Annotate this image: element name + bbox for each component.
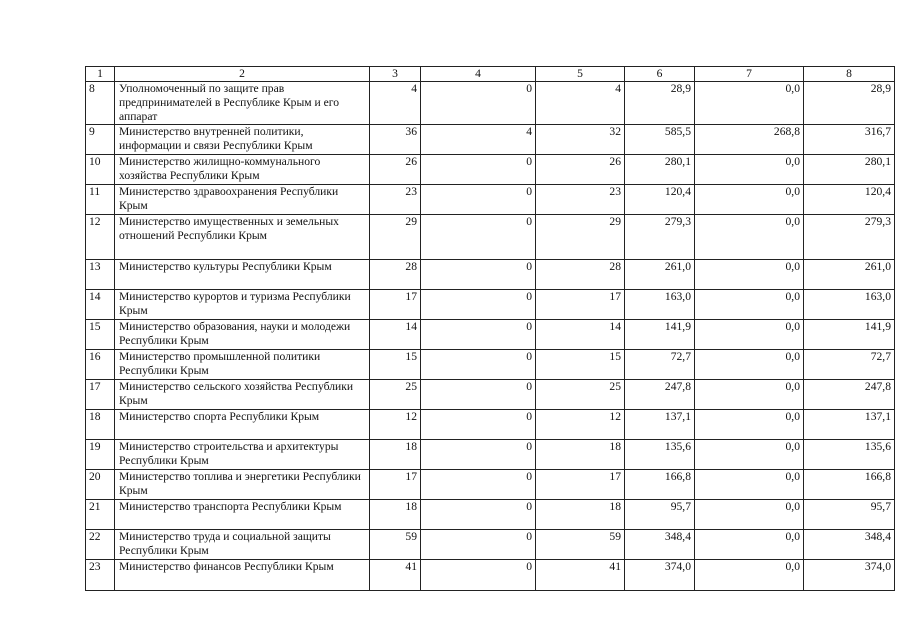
col8-value-cell: 316,7 [804, 125, 895, 155]
row-number-cell: 23 [86, 560, 115, 591]
col5-value-cell: 25 [536, 380, 625, 410]
col8-value-cell: 279,3 [804, 215, 895, 260]
row-number-cell: 13 [86, 260, 115, 290]
col7-value-cell: 0,0 [695, 470, 804, 500]
col7-value-cell: 268,8 [695, 125, 804, 155]
organization-name-cell: Министерство спорта Республики Крым [115, 410, 370, 440]
organization-name-cell: Уполномоченный по защите прав предпринимателей в Республике Крым и его аппарат [115, 82, 370, 125]
col7-value-cell: 0,0 [695, 530, 804, 560]
col6-value-cell: 137,1 [625, 410, 695, 440]
col8-value-cell: 141,9 [804, 320, 895, 350]
col7-value-cell: 0,0 [695, 440, 804, 470]
organization-name-cell: Министерство промышленной политики Республики Крым [115, 350, 370, 380]
col6-value-cell: 279,3 [625, 215, 695, 260]
organization-name-cell: Министерство курортов и туризма Республики Крым [115, 290, 370, 320]
col4-value-cell: 0 [421, 530, 536, 560]
col7-value-cell: 0,0 [695, 155, 804, 185]
col6-value-cell: 95,7 [625, 500, 695, 530]
col4-value-cell: 0 [421, 320, 536, 350]
col5-value-cell: 15 [536, 350, 625, 380]
col4-value-cell: 0 [421, 82, 536, 125]
table-row [86, 320, 895, 350]
col3-value-cell: 17 [370, 290, 421, 320]
col4-value-cell: 0 [421, 410, 536, 440]
col5-value-cell: 28 [536, 260, 625, 290]
col4-value-cell: 0 [421, 260, 536, 290]
col5-value-cell: 17 [536, 290, 625, 320]
col6-value-cell: 374,0 [625, 560, 695, 591]
col7-value-cell: 0,0 [695, 290, 804, 320]
col4-value-cell: 0 [421, 290, 536, 320]
col4-value-cell: 0 [421, 440, 536, 470]
col4-value-cell: 0 [421, 470, 536, 500]
col7-value-cell: 0,0 [695, 410, 804, 440]
header-cell: 1 [86, 67, 115, 82]
row-number-cell: 21 [86, 500, 115, 530]
col7-value-cell: 0,0 [695, 320, 804, 350]
col5-value-cell: 17 [536, 470, 625, 500]
header-cell: 2 [115, 67, 370, 82]
col5-value-cell: 41 [536, 560, 625, 591]
table-row [86, 290, 895, 320]
table-row [86, 560, 895, 591]
row-number-cell: 10 [86, 155, 115, 185]
organization-name-cell: Министерство внутренней политики, информации и связи Республики Крым [115, 125, 370, 155]
organization-name-cell: Министерство строительства и архитектуры Республики Крым [115, 440, 370, 470]
col8-value-cell: 137,1 [804, 410, 895, 440]
col5-value-cell: 18 [536, 500, 625, 530]
table-row [86, 185, 895, 215]
header-cell: 4 [421, 67, 536, 82]
col6-value-cell: 141,9 [625, 320, 695, 350]
col3-value-cell: 26 [370, 155, 421, 185]
col7-value-cell: 0,0 [695, 260, 804, 290]
col8-value-cell: 348,4 [804, 530, 895, 560]
col8-value-cell: 166,8 [804, 470, 895, 500]
col5-value-cell: 12 [536, 410, 625, 440]
row-number-cell: 11 [86, 185, 115, 215]
col6-value-cell: 166,8 [625, 470, 695, 500]
col3-value-cell: 12 [370, 410, 421, 440]
table-row [86, 350, 895, 380]
organization-name-cell: Министерство культуры Республики Крым [115, 260, 370, 290]
col3-value-cell: 59 [370, 530, 421, 560]
col3-value-cell: 29 [370, 215, 421, 260]
header-cell: 5 [536, 67, 625, 82]
col5-value-cell: 32 [536, 125, 625, 155]
col5-value-cell: 59 [536, 530, 625, 560]
organization-name-cell: Министерство финансов Республики Крым [115, 560, 370, 591]
row-number-cell: 14 [86, 290, 115, 320]
col4-value-cell: 0 [421, 350, 536, 380]
col4-value-cell: 0 [421, 215, 536, 260]
col8-value-cell: 135,6 [804, 440, 895, 470]
col3-value-cell: 25 [370, 380, 421, 410]
header-row [86, 67, 895, 82]
row-number-cell: 19 [86, 440, 115, 470]
table-row [86, 440, 895, 470]
col3-value-cell: 41 [370, 560, 421, 591]
col6-value-cell: 72,7 [625, 350, 695, 380]
col8-value-cell: 163,0 [804, 290, 895, 320]
col6-value-cell: 247,8 [625, 380, 695, 410]
col3-value-cell: 15 [370, 350, 421, 380]
col6-value-cell: 163,0 [625, 290, 695, 320]
organization-name-cell: Министерство здравоохранения Республики Крым [115, 185, 370, 215]
table-body [86, 67, 895, 591]
col3-value-cell: 18 [370, 440, 421, 470]
table-row [86, 410, 895, 440]
organization-name-cell: Министерство топлива и энергетики Республики Крым [115, 470, 370, 500]
col6-value-cell: 135,6 [625, 440, 695, 470]
col4-value-cell: 0 [421, 185, 536, 215]
col7-value-cell: 0,0 [695, 380, 804, 410]
col4-value-cell: 4 [421, 125, 536, 155]
col7-value-cell: 0,0 [695, 560, 804, 591]
organization-name-cell: Министерство транспорта Республики Крым [115, 500, 370, 530]
organization-name-cell: Министерство жилищно-коммунального хозяйства Республики Крым [115, 155, 370, 185]
col4-value-cell: 0 [421, 155, 536, 185]
col6-value-cell: 280,1 [625, 155, 695, 185]
col4-value-cell: 0 [421, 560, 536, 591]
organization-name-cell: Министерство труда и социальной защиты Республики Крым [115, 530, 370, 560]
table-row [86, 260, 895, 290]
col8-value-cell: 28,9 [804, 82, 895, 125]
row-number-cell: 15 [86, 320, 115, 350]
organization-name-cell: Министерство имущественных и земельных отношений Республики Крым [115, 215, 370, 260]
col3-value-cell: 36 [370, 125, 421, 155]
organization-name-cell: Министерство образования, науки и молодежи Республики Крым [115, 320, 370, 350]
col5-value-cell: 18 [536, 440, 625, 470]
table-row [86, 155, 895, 185]
table-row [86, 215, 895, 260]
col8-value-cell: 72,7 [804, 350, 895, 380]
table-row [86, 82, 895, 125]
col5-value-cell: 23 [536, 185, 625, 215]
col8-value-cell: 120,4 [804, 185, 895, 215]
row-number-cell: 17 [86, 380, 115, 410]
header-cell: 6 [625, 67, 695, 82]
col5-value-cell: 29 [536, 215, 625, 260]
col8-value-cell: 261,0 [804, 260, 895, 290]
col7-value-cell: 0,0 [695, 350, 804, 380]
col3-value-cell: 18 [370, 500, 421, 530]
col6-value-cell: 120,4 [625, 185, 695, 215]
table-row [86, 470, 895, 500]
col3-value-cell: 28 [370, 260, 421, 290]
table-row [86, 125, 895, 155]
col5-value-cell: 4 [536, 82, 625, 125]
organization-name-cell: Министерство сельского хозяйства Республики Крым [115, 380, 370, 410]
col6-value-cell: 261,0 [625, 260, 695, 290]
header-cell: 8 [804, 67, 895, 82]
data-table [85, 66, 895, 591]
col8-value-cell: 95,7 [804, 500, 895, 530]
col8-value-cell: 247,8 [804, 380, 895, 410]
col8-value-cell: 280,1 [804, 155, 895, 185]
col3-value-cell: 17 [370, 470, 421, 500]
table-row [86, 500, 895, 530]
col7-value-cell: 0,0 [695, 185, 804, 215]
col4-value-cell: 0 [421, 500, 536, 530]
table-row [86, 380, 895, 410]
row-number-cell: 8 [86, 82, 115, 125]
row-number-cell: 12 [86, 215, 115, 260]
header-cell: 3 [370, 67, 421, 82]
col3-value-cell: 14 [370, 320, 421, 350]
col8-value-cell: 374,0 [804, 560, 895, 591]
row-number-cell: 20 [86, 470, 115, 500]
row-number-cell: 16 [86, 350, 115, 380]
col3-value-cell: 23 [370, 185, 421, 215]
col4-value-cell: 0 [421, 380, 536, 410]
row-number-cell: 9 [86, 125, 115, 155]
col7-value-cell: 0,0 [695, 500, 804, 530]
col5-value-cell: 26 [536, 155, 625, 185]
col6-value-cell: 585,5 [625, 125, 695, 155]
row-number-cell: 18 [86, 410, 115, 440]
col5-value-cell: 14 [536, 320, 625, 350]
table-row [86, 530, 895, 560]
header-cell: 7 [695, 67, 804, 82]
row-number-cell: 22 [86, 530, 115, 560]
col6-value-cell: 28,9 [625, 82, 695, 125]
col3-value-cell: 4 [370, 82, 421, 125]
col7-value-cell: 0,0 [695, 215, 804, 260]
col7-value-cell: 0,0 [695, 82, 804, 125]
col6-value-cell: 348,4 [625, 530, 695, 560]
